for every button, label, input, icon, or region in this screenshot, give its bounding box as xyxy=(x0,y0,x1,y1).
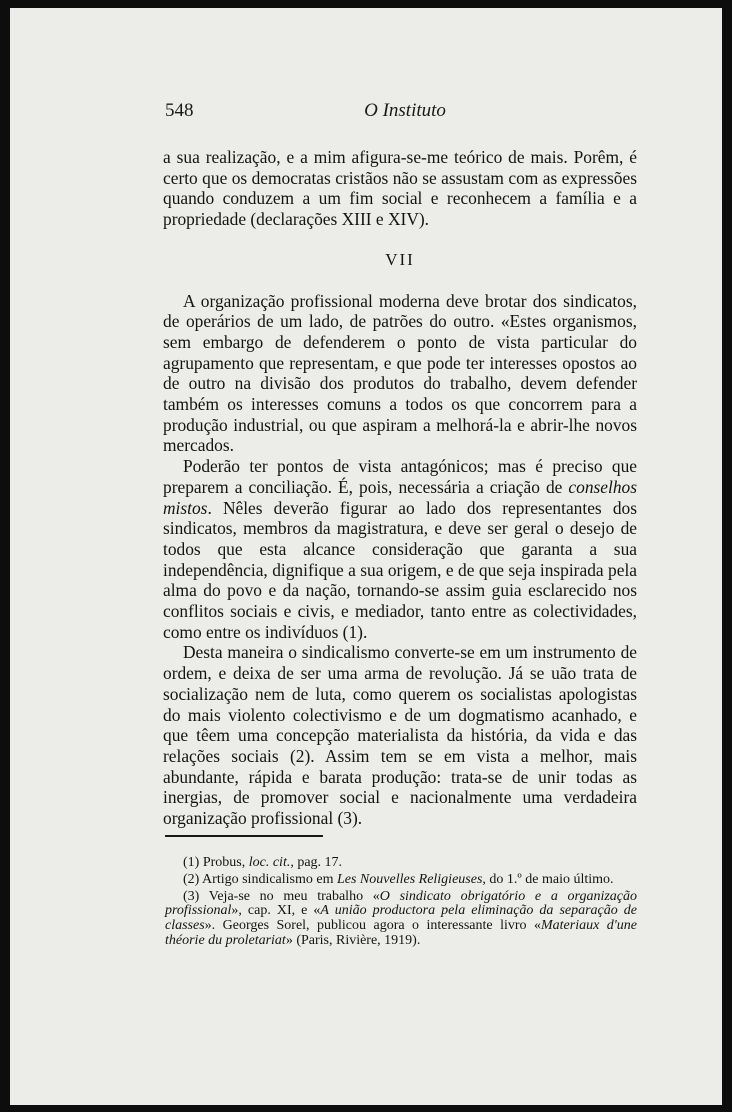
footnote-2 xyxy=(165,873,637,888)
footnote-3-text-b: », cap. XI, e « xyxy=(231,903,321,919)
footnote-1-number: (1) xyxy=(183,855,200,870)
footnote-1-text-a: Probus, xyxy=(199,855,249,870)
page-header xyxy=(165,100,645,126)
section-heading: VII xyxy=(385,249,415,269)
footnote-3 xyxy=(165,890,637,949)
footnote-3-text-a: Veja-se no meu trabalho « xyxy=(199,888,380,904)
footnote-3-italic-3: Materiaux d'une théorie du proletariat xyxy=(165,918,637,948)
book-page xyxy=(10,8,722,1105)
paragraph-3-italic: conselhos mistos xyxy=(163,476,637,518)
footnote-2-number: (2) xyxy=(183,871,200,887)
paragraph-3-text-b: . Nêles deverão figurar ao lado dos representantes dos sindicatos, membros da magistratura, e deve ser geral o desejo de todos que esta alcance consideração que garanta a sua independência, dignifique a sua origem, e de que seja inspirada pela alma do povo e da nação, tornando-se assim guia esclarecido nos conflitos sociais e civis, e mediador, tanto entre as colectividades, como entre os indivíduos (1). xyxy=(163,497,637,642)
paragraph-3-text-a: Poderão ter pontos de vista antagónicos; mas é preciso que preparem a conciliação. É, pois, necessária a criação de xyxy=(163,456,637,497)
footnote-3-text-c: ». Georges Sorel, publicou agora o interessante livro « xyxy=(204,918,541,934)
footnote-3-italic-1: O sindicato obrigatório e a organização profissional xyxy=(165,888,638,919)
footnotes xyxy=(165,856,637,951)
paragraph-2: A organização profissional moderna deve brotar dos sindicatos, de operários de um lado, de patrões do outro. «Estes organismos, sem embargo de defenderem o ponto de vista particular do agrupamento que representam, e que pode ter interesses opostos ao de outro na divisão dos produtos do trabalho, devem defender também os interesses comuns a todos os que concorrem para a produção industrial, ou que aspiram a melhorá-la e abrir-lhe novos mercados. xyxy=(163,290,637,456)
paragraph-4: Desta maneira o sindicalismo converte-se em um instrumento de ordem, e deixa de ser uma arma de revolução. Já se uão trata de socialização nem de luta, como querem os socialistas apologistas do mais violento colectivismo e de um dogmatismo acanhado, e que têem uma concepção materialista da história, da vida e das relações sociais (2). Assim tem se em vista a melhor, mais abundante, rápida e barata produção: trata-se de unir todas as inergias, de promover social e nacionalmente uma verdadeira organização profissional (3). xyxy=(163,642,637,829)
footnote-3-number: (3) xyxy=(183,888,200,904)
footnote-2-text-b: , do 1.º de maio último. xyxy=(482,871,614,887)
footnote-2-text-a: Artigo sindicalismo em xyxy=(199,871,337,887)
footnote-1-text-b: , pag. 17. xyxy=(290,855,343,870)
footnote-3-text-d: » (Paris, Rivière, 1919). xyxy=(285,932,421,948)
footnote-2-italic: Les Nouvelles Religieuses xyxy=(336,871,483,887)
footnote-1-italic: loc. cit. xyxy=(248,855,291,870)
page-number: 548 xyxy=(165,100,194,121)
footnote-1 xyxy=(165,856,637,871)
running-title: O Instituto xyxy=(364,100,446,121)
footnote-3-italic-2: A união productora pela eliminação da separação de classes xyxy=(165,903,637,934)
body-text xyxy=(163,147,637,829)
paragraph-1: a sua realização, e a mim afigura-se-me teórico de mais. Porêm, é certo que os democratas cristãos não se assustam com as expressões quando conduzem a um fim social e reconhecem a família e a propriedade (declarações XIII e XIV). xyxy=(163,147,637,230)
paragraph-3 xyxy=(163,456,637,642)
footnote-rule xyxy=(165,835,323,837)
